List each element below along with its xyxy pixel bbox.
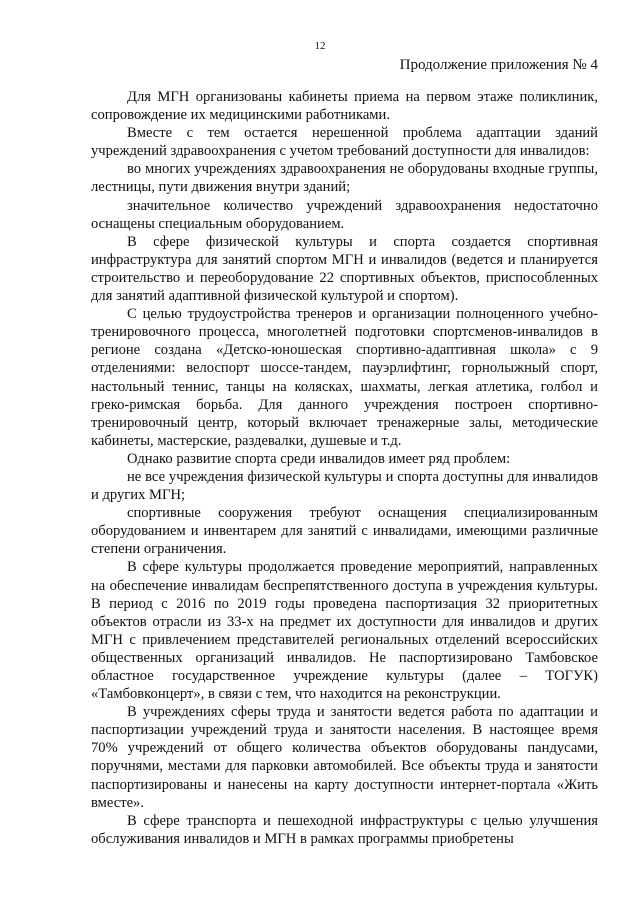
paragraph: во многих учреждениях здравоохранения не оборудованы входные группы, лестницы, пути движения внутри зданий; (91, 161, 598, 196)
paragraph: В сфере транспорта и пешеходной инфраструктуры с целью улучшения обслуживания инвалидов и МГН в рамках программы приобретены (91, 812, 598, 847)
paragraph: В учреждениях сферы труда и занятости ведется работа по адаптации и паспортизации учреждений труда и занятости населения. В настоящее время 70% учреждений от общего количества объектов оборудованы пандусами, поручнями, местами для парковки автомобилей. Все объекты труда и занятости паспортизированы и нанесены на карту доступности интернет-портала «Жить вместе». (91, 704, 598, 811)
paragraph: значительное количество учреждений здравоохранения недостаточно оснащены специальным оборудованием. (91, 197, 598, 232)
appendix-note: Продолжение приложения № 4 (399, 57, 598, 73)
paragraph: В сфере культуры продолжается проведение мероприятий, направленных на обеспечение инвалидам беспрепятственного доступа в учреждения культуры. В период с 2016 по 2019 годы проведена паспортизация 32 приоритетных объектов отрасли из 33-х на предмет их доступности для инвалидов и других МГН с привлечением представителей региональных отделений всероссийских общественных организаций инвалидов. Не паспортизировано Тамбовское областное государственное учреждение культуры (далее – ТОГУК) «Тамбовконцерт», в связи с тем, что находится на реконструкции. (91, 559, 598, 703)
paragraph: спортивные сооружения требуют оснащения специализированным оборудованием и инвентарем для занятий с инвалидами, имеющими различные степени ограничения. (91, 505, 598, 558)
paragraph: Вместе с тем остается нерешенной проблема адаптации зданий учреждений здравоохранения с учетом требований доступности для инвалидов: (91, 125, 598, 160)
page-number: 12 (314, 40, 326, 52)
paragraph: не все учреждения физической культуры и спорта доступны для инвалидов и других МГН; (91, 468, 598, 504)
paragraph: Однако развитие спорта среди инвалидов имеет ряд проблем: (127, 450, 511, 467)
document-body (91, 88, 598, 848)
paragraph: Для МГН организованы кабинеты приема на первом этаже поликлиник, сопровождение их медицинскими работниками. (91, 89, 598, 124)
paragraph: В сфере физической культуры и спорта создается спортивная инфраструктура для занятий спортом МГН и инвалидов (ведется и планируется строительство и переоборудование 22 спортивных объектов, приспособленных для занятий адаптивной физической культурой и спортом). (91, 233, 598, 305)
paragraph: С целью трудоустройства тренеров и организации полноценного учебно-тренировочного процесса, многолетней подготовки спортсменов-инвалидов в регионе создана «Детско-юношеская спортивно-адаптивная школа» с 9 отделениями: велоспорт шоссе-тандем, пауэрлифтинг, горнолыжный спорт, настольный теннис, танцы на колясках, шахматы, легкая атлетика, голбол и греко-римская борьба. Для данного учреждения построен спортивно-тренировочный центр, который включает тренажерные залы, методические кабинеты, мастерские, раздевалки, душевые и т.д. (91, 306, 598, 449)
